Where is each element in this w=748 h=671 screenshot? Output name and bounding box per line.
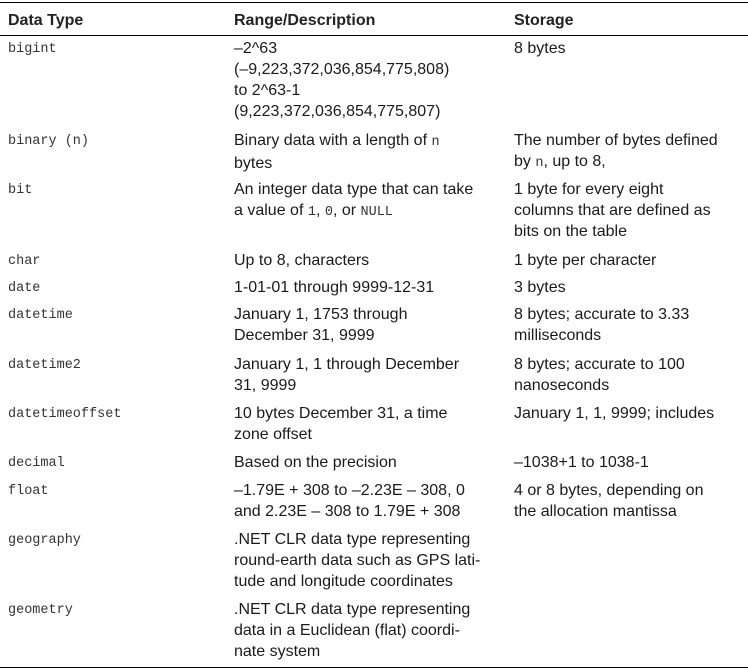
storage-cell: 1 byte per character: [514, 252, 657, 269]
type-cell: geometry: [8, 603, 73, 618]
range-cell: January 1, 1 through December 31, 9999: [234, 356, 460, 394]
range-cell: 1-01-01 through 9999-12-31: [234, 279, 435, 296]
type-cell: char: [8, 254, 41, 269]
header-range-description: Range/Description: [234, 12, 376, 29]
type-cell: geography: [8, 533, 81, 548]
type-cell: bit: [8, 183, 33, 198]
type-cell: bigint: [8, 42, 57, 57]
range-cell: Up to 8, characters: [234, 252, 370, 269]
range-cell: January 1, 1753 through December 31, 9999: [234, 306, 408, 344]
type-cell: datetimeoffset: [8, 407, 122, 422]
storage-cell: January 1, 1, 9999; includes: [514, 405, 715, 422]
storage-cell: 1 byte for every eight columns that are defined as bits on the table: [514, 181, 711, 240]
type-cell: float: [8, 484, 49, 499]
header-data-type: Data Type: [8, 12, 84, 29]
range-cell: .NET CLR data type representing round-earth data such as GPS lati- tude and longitude coordinates: [234, 531, 481, 590]
range-cell: .NET CLR data type representing data in a Euclidean (flat) coordi- nate system: [234, 601, 471, 660]
range-cell: An integer data type that can take a value of 1, 0, or NULL: [234, 181, 474, 220]
storage-cell: –1038+1 to 1038-1: [514, 454, 649, 471]
storage-cell: 8 bytes: [514, 40, 566, 57]
type-cell: datetime: [8, 308, 73, 323]
bottom-rule: [0, 667, 748, 668]
top-rule: [0, 2, 748, 3]
range-cell: –1.79E + 308 to –2.23E – 308, 0 and 2.23E – 308 to 1.79E + 308: [234, 482, 465, 520]
type-cell: binary (n): [8, 134, 90, 149]
storage-cell: 8 bytes; accurate to 100 nanoseconds: [514, 356, 685, 394]
range-cell: 10 bytes December 31, a time zone offset: [234, 405, 448, 443]
range-cell: Binary data with a length of n bytes: [234, 132, 440, 172]
type-cell: decimal: [8, 456, 65, 471]
storage-cell: The number of bytes defined by n, up to 8,: [514, 132, 718, 171]
header-storage: Storage: [514, 12, 574, 29]
type-cell: date: [8, 281, 41, 296]
storage-cell: 3 bytes: [514, 279, 566, 296]
storage-cell: 4 or 8 bytes, depending on the allocation mantissa: [514, 482, 704, 520]
type-cell: datetime2: [8, 358, 81, 373]
range-cell: –2^63 (–9,223,372,036,854,775,808) to 2^63-1 (9,223,372,036,854,775,807): [234, 40, 450, 120]
range-cell: Based on the precision: [234, 454, 397, 471]
storage-cell: 8 bytes; accurate to 3.33 milliseconds: [514, 306, 690, 344]
header-rule: [0, 35, 748, 36]
